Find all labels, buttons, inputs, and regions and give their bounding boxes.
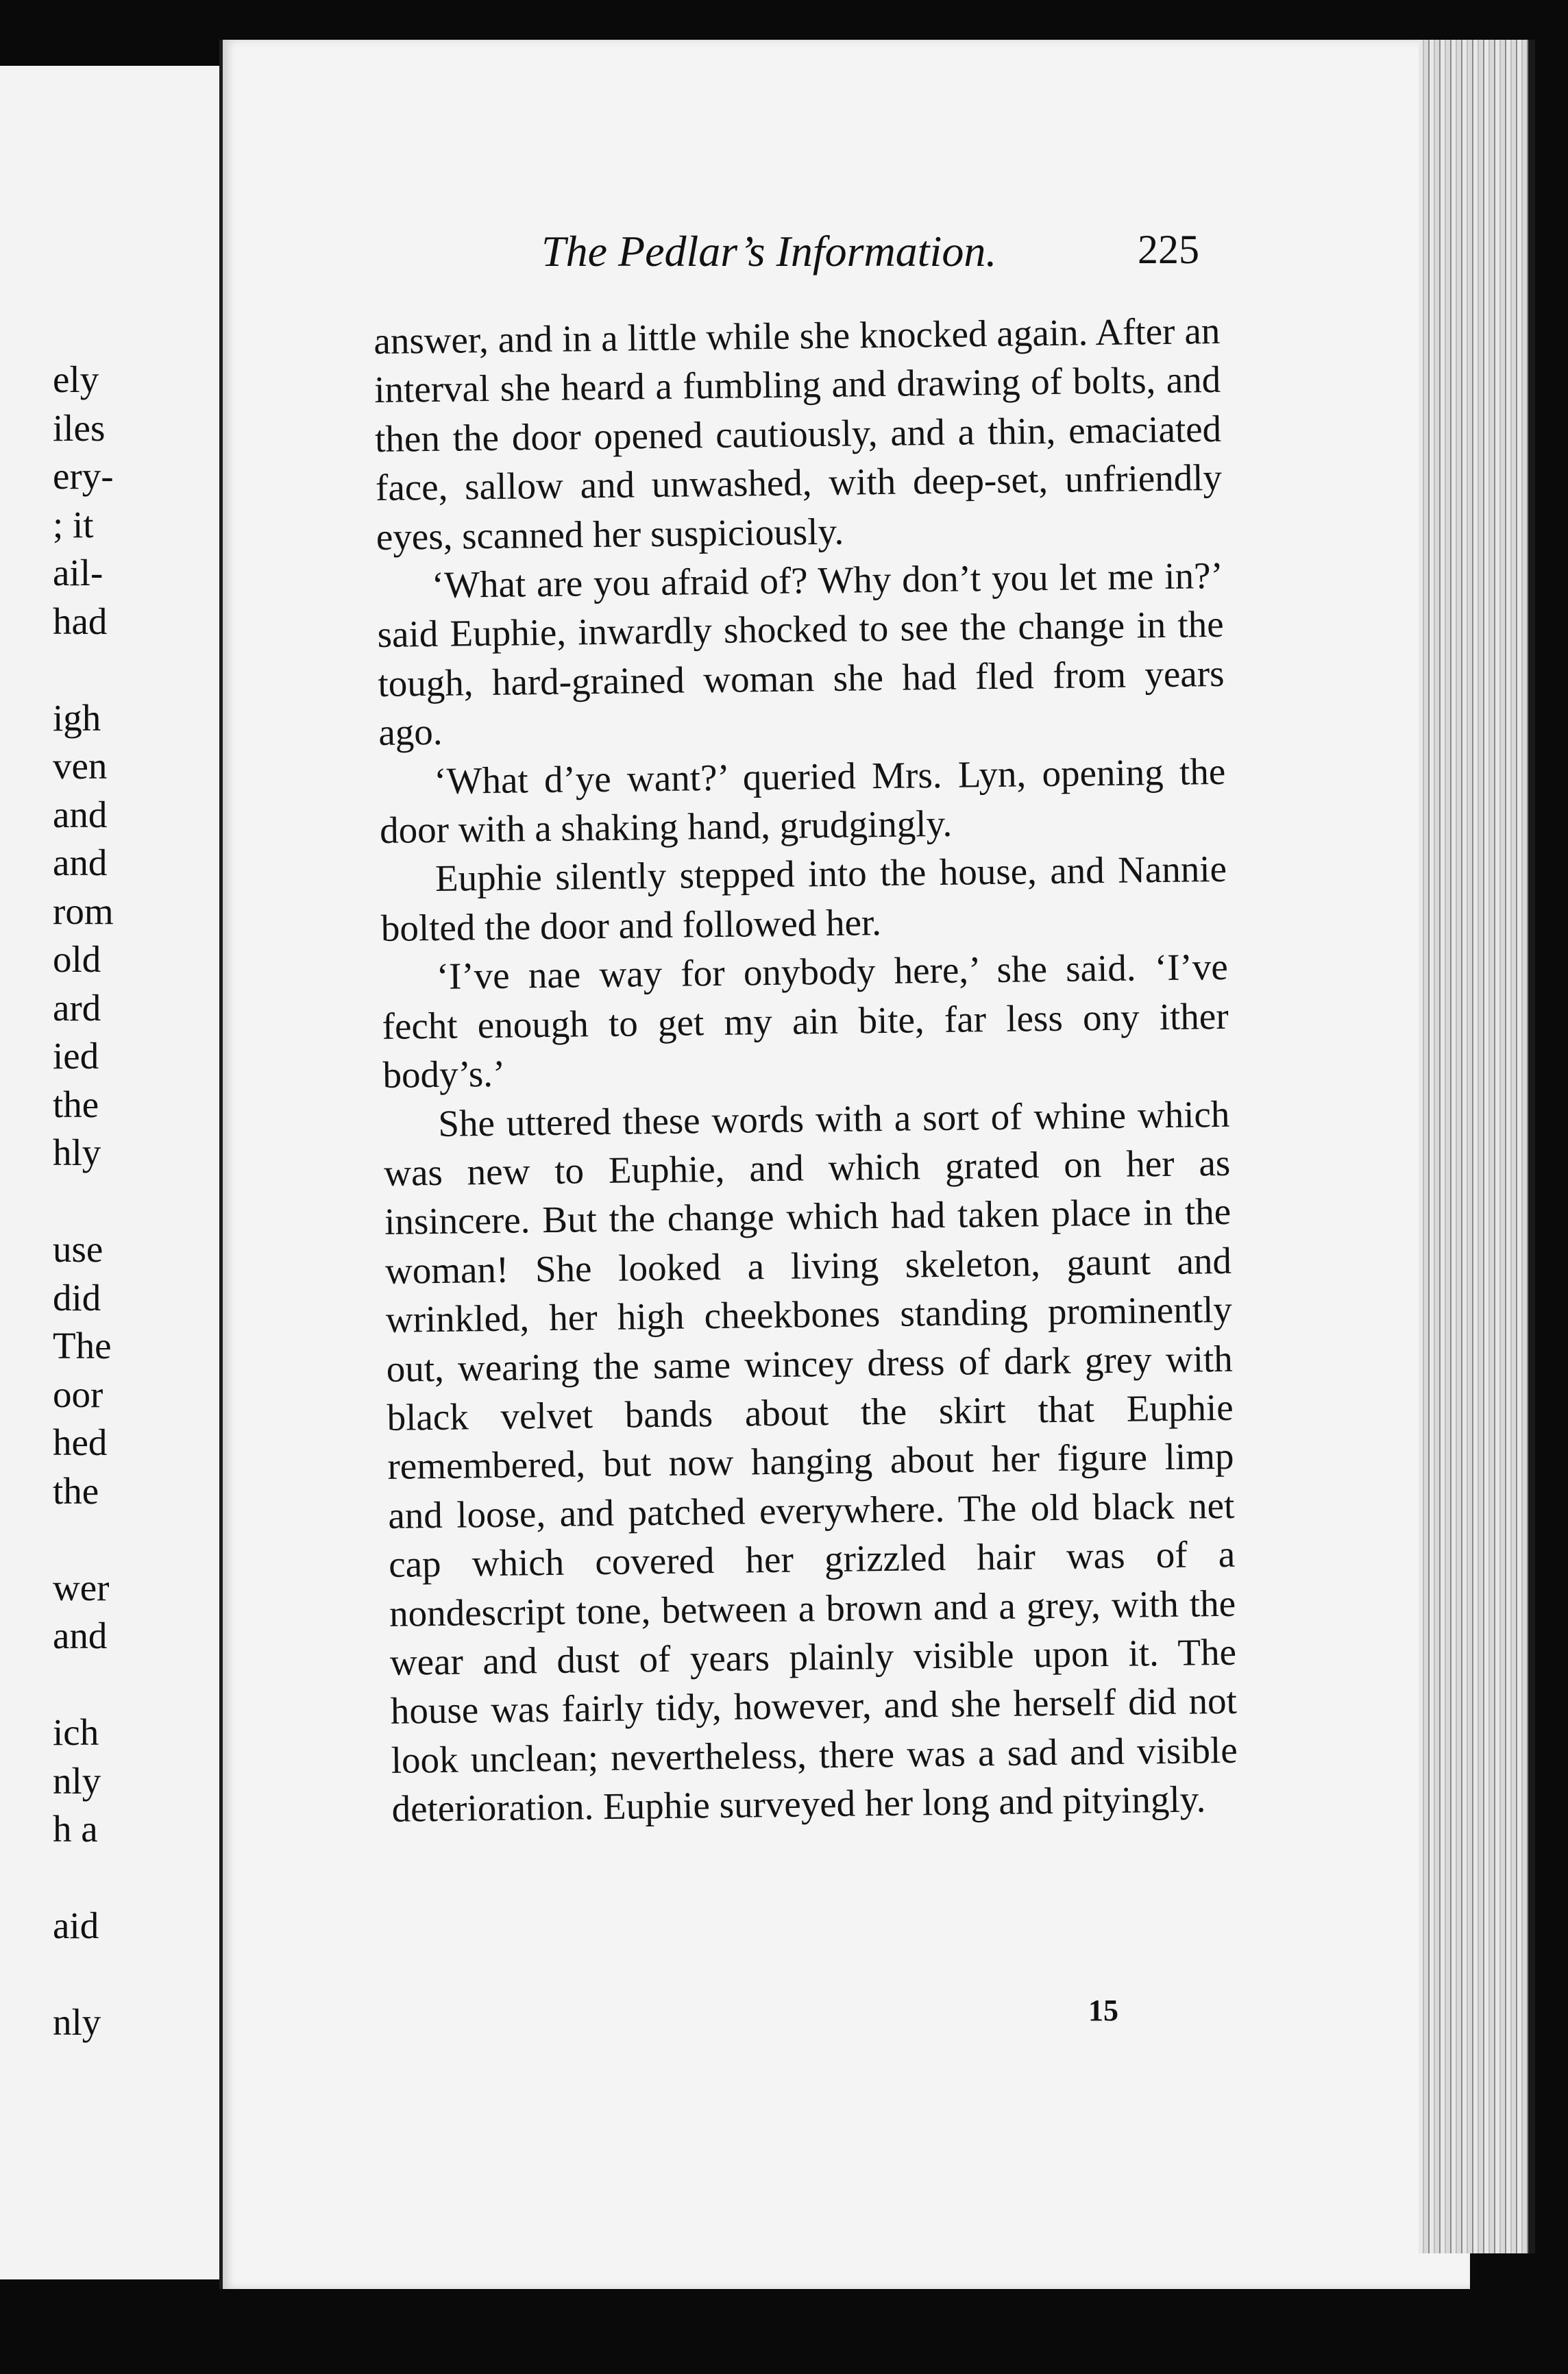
facing-page-fragment: hly (53, 1131, 101, 1173)
facing-page-fragment: ven (53, 745, 108, 787)
paragraph: She uttered these words with a sort of whine which was new to Euphie, and which grated on her as insincere. But the change which had taken place in the woman! She looked a living skeleton, gaunt and wrinkled, her high cheekbones standing prominently out, wearing the same wincey dress of dark grey with black velvet bands about the skirt that Euphie remembered, but now hanging about her figure limp and loose, and patched everywhere. The old black net cap which covered her grizzled hair was of a nondescript tone, between a brown and a grey, with the wear and dust of years plainly visible upon it. The house was fairly tidy, however, and she herself did not look unclean; nevertheless, there was a sad and visible deterioration. Euphie surveyed her long and pityingly. (383, 1092, 1238, 1831)
facing-page-fragment: use (53, 1228, 103, 1270)
facing-page-fragment: h a (53, 1808, 98, 1850)
facing-page-fragment: nly (53, 2001, 101, 2043)
facing-page-fragment: aid (53, 1905, 99, 1946)
facing-page-fragment: The (53, 1325, 112, 1367)
facing-page-fragment: igh (53, 696, 101, 739)
facing-page-fragment: and (53, 793, 108, 835)
facing-page-fragment: ard (53, 986, 101, 1029)
facing-page-fragment: old (53, 938, 101, 980)
facing-page-fragment: the (53, 1469, 99, 1512)
facing-page-fragment: ail- (53, 552, 103, 594)
paragraph: ‘What are you afraid of? Why don’t you let me in?’ said Euphie, inwardly shocked to see the change in the tough, hard-grained woman she had fled from years ago. (377, 554, 1225, 754)
facing-page-fragment: ery- (53, 455, 114, 497)
body-text (373, 306, 1238, 1834)
facing-page-fragment: iles (53, 406, 106, 449)
paragraph: answer, and in a little while she knocked again. After an interval she heard a fumbling and drawing of bolts, and then the door opened cautiously, and a thin, emaciated face, sallow and unwashed, with deep-set, unfriendly eyes, scanned her suspiciously. (373, 309, 1223, 558)
running-title: The Pedlar’s Information. (541, 227, 997, 276)
paragraph: ‘I’ve nae way for onybody here,’ she said. ‘I’ve fecht enough to get my ain bite, far less ony ither body’s.’ (382, 946, 1229, 1097)
facing-page-fragment: ely (53, 358, 99, 400)
page-header (541, 226, 1199, 281)
facing-page-fragment: had (53, 600, 108, 642)
facing-page-fragment: did (53, 1276, 101, 1319)
paragraph: ‘What d’ye want?’ queried Mrs. Lyn, opening the door with a shaking hand, grudgingly. (379, 750, 1226, 852)
facing-page-fragment: and (53, 1615, 108, 1656)
paragraph: Euphie silently stepped into the house, and Nannie bolted the door and followed her. (380, 848, 1227, 949)
facing-page-fragment: ied (53, 1035, 99, 1077)
facing-page-fragment: the (53, 1083, 99, 1125)
facing-page-fragment: wer (53, 1566, 110, 1608)
facing-page-fragment: oor (53, 1373, 103, 1415)
facing-page-fragment: and (53, 842, 108, 883)
page-edges (1419, 40, 1535, 2253)
facing-page-fragment: ich (53, 1711, 99, 1753)
facing-page-fragment: ; it (53, 503, 94, 546)
facing-page-fragment: rom (53, 890, 114, 932)
facing-page-fragment: nly (53, 1759, 101, 1802)
signature-mark: 15 (1088, 1994, 1118, 2027)
facing-page-fragment: hed (53, 1421, 108, 1463)
page-number: 225 (1138, 227, 1199, 272)
